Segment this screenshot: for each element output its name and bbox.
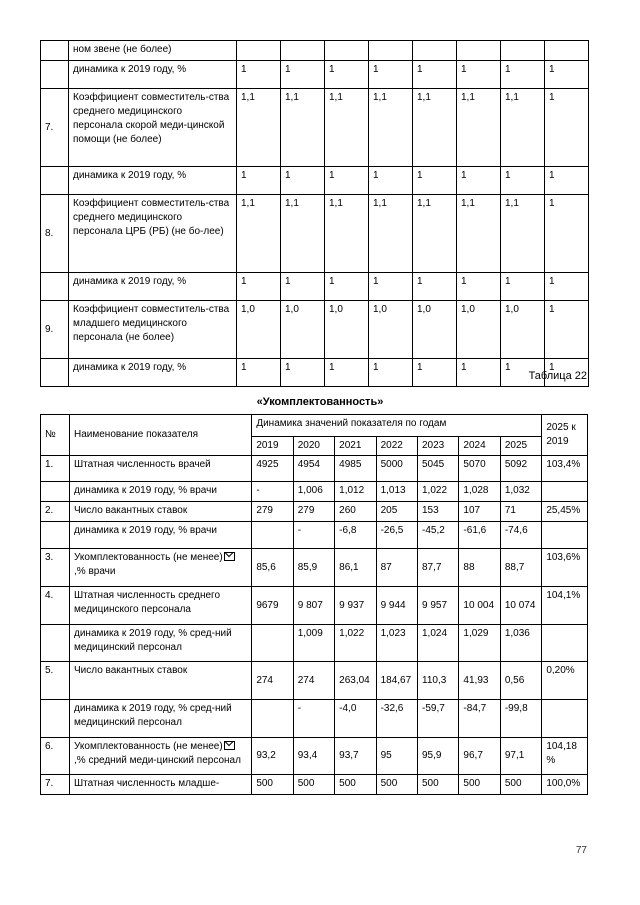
table-row [41,775,588,795]
row-value: 1,1 [325,195,369,273]
row-label: Коэффициент совместитель-ства среднего медицинского персонала скорой меди-цинской помощи (не более) [69,89,237,167]
row-value: 9 944 [376,587,417,625]
row-value: 1,036 [500,625,541,662]
row-label: динамика к 2019 году, % [69,273,237,301]
header-row [41,415,588,437]
row-value: 1,0 [457,301,501,359]
row-value: 1 [237,167,281,195]
table-row [41,662,588,700]
row-label: Коэффициент совместитель-ства среднего медицинского персонала ЦРБ (РБ) (не бо-лее) [69,195,237,273]
row-value: 1 [545,359,589,387]
row-value: 1 [457,359,501,387]
row-value: 93,4 [293,738,334,775]
row-value: 10 074 [500,587,541,625]
row-value: 205 [376,502,417,522]
row-value: 184,67 [376,662,417,700]
row-label: Штатная численность среднего медицинского персонала [70,587,252,625]
row-value: 9 807 [293,587,334,625]
row-number: 5. [41,662,70,700]
row-value: 93,2 [252,738,293,775]
row-value: 88,7 [500,549,541,587]
row-value: 85,6 [252,549,293,587]
row-number [41,359,69,387]
row-value: 1,1 [413,89,457,167]
row-value [369,41,413,61]
row-value: 1,012 [335,482,376,502]
row-value: 1,1 [369,195,413,273]
table-row [41,195,589,273]
row-value: 1 [325,167,369,195]
row-value [325,41,369,61]
row-value [237,41,281,61]
row-value: 1,029 [459,625,500,662]
row-value [501,41,545,61]
envelope-icon [224,741,235,750]
header-year: 2020 [293,437,334,456]
row-value: 97,1 [500,738,541,775]
row-value [252,625,293,662]
row-number: 7. [41,89,69,167]
header-num: № [41,415,70,456]
row-label: ном звене (не более) [69,41,237,61]
row-value: 41,93 [459,662,500,700]
table-title: «Укомплектованность» [256,396,384,408]
row-value: 1 [325,61,369,89]
row-label: динамика к 2019 году, % сред-ний медицинский персонал [70,700,252,738]
row-value: 1 [281,61,325,89]
table-row [41,625,588,662]
row-value: 1,0 [237,301,281,359]
row-label: динамика к 2019 году, % врачи [70,522,252,549]
row-value: 1,023 [376,625,417,662]
row-value: 4954 [293,456,334,482]
row-value: -4,0 [335,700,376,738]
staffing-coefficients-table [40,40,589,387]
row-label-part: ,% средний меди-цинский персонал [74,755,241,766]
row-value: 100,0% [542,775,588,795]
row-value: 1 [545,89,589,167]
row-value: 104,1% [542,587,588,625]
row-value: 110,3 [418,662,459,700]
row-value: 1,022 [418,482,459,502]
row-value: 500 [418,775,459,795]
row-value: 1,1 [501,89,545,167]
row-value: 500 [252,775,293,795]
row-value: 260 [335,502,376,522]
row-value: 1 [237,61,281,89]
row-value: 1,0 [369,301,413,359]
table-row [41,738,588,775]
row-value: 1 [457,61,501,89]
row-value: 1 [281,167,325,195]
row-value: 274 [252,662,293,700]
row-label: Штатная численность врачей [70,456,252,482]
table-row [41,549,588,587]
row-value: 1 [237,273,281,301]
row-label: динамика к 2019 году, % [69,167,237,195]
row-label: динамика к 2019 году, % [69,359,237,387]
row-value: 103,6% [542,549,588,587]
page-number: 77 [575,845,587,856]
row-number: 1. [41,456,70,482]
row-number [41,167,69,195]
row-value [542,522,588,549]
row-value: 279 [293,502,334,522]
header-year: 2019 [252,437,293,456]
row-value: 274 [293,662,334,700]
row-value: 4925 [252,456,293,482]
row-value: 1 [545,61,589,89]
table-row [41,502,588,522]
table-row [41,41,589,61]
row-value: 71 [500,502,541,522]
row-label [70,738,252,775]
row-value: 4985 [335,456,376,482]
row-value: 5070 [459,456,500,482]
row-value: 1 [325,273,369,301]
header-name: Наименование показателя [70,415,252,456]
row-label: Штатная численность младше- [70,775,252,795]
row-value: 1 [237,359,281,387]
row-number [41,625,70,662]
row-label: динамика к 2019 году, % [69,61,237,89]
header-year: 2023 [418,437,459,456]
row-value [252,522,293,549]
row-value: 9 937 [335,587,376,625]
row-value: 5092 [500,456,541,482]
row-value: - [293,700,334,738]
row-value: 1 [457,167,501,195]
row-value [252,700,293,738]
row-value: 1,1 [237,195,281,273]
row-value: 86,1 [335,549,376,587]
table-row [41,456,588,482]
table-row [41,482,588,502]
row-value: 5045 [418,456,459,482]
row-value: 1,022 [335,625,376,662]
row-number: 8. [41,195,69,273]
table-row [41,301,589,359]
row-value: 279 [252,502,293,522]
row-value: 1,1 [325,89,369,167]
row-number: 4. [41,587,70,625]
row-value: 1,024 [418,625,459,662]
row-value: 85,9 [293,549,334,587]
row-value: 1 [369,61,413,89]
row-value: -61,6 [459,522,500,549]
row-value: 104,18 % [542,738,588,775]
row-value: 1,0 [281,301,325,359]
row-value [545,41,589,61]
row-number [41,273,69,301]
row-value: 1 [281,273,325,301]
header-last: 2025 к 2019 [542,415,588,456]
row-value: 9 957 [418,587,459,625]
table-caption: Таблица 22 [528,370,587,382]
row-value [542,482,588,502]
row-value: 263,04 [335,662,376,700]
table-row [41,167,589,195]
row-value [542,625,588,662]
row-value: 1 [501,167,545,195]
row-value: 1 [545,273,589,301]
table-row [41,522,588,549]
row-number [41,700,70,738]
table-row [41,89,589,167]
row-value: 88 [459,549,500,587]
row-number: 7. [41,775,70,795]
header-year: 2022 [376,437,417,456]
row-value: 1,1 [237,89,281,167]
row-value: 1,1 [369,89,413,167]
row-label: Число вакантных ставок [70,662,252,700]
row-value: -74,6 [500,522,541,549]
row-value: 1,1 [501,195,545,273]
row-value: 1 [325,359,369,387]
row-value: 107 [459,502,500,522]
row-value: -84,7 [459,700,500,738]
row-value: 1 [413,359,457,387]
row-value: 500 [459,775,500,795]
row-value: 1 [281,359,325,387]
row-value: 0,56 [500,662,541,700]
row-value: 95,9 [418,738,459,775]
header-group: Динамика значений показателя по годам [252,415,542,437]
row-value: 500 [293,775,334,795]
row-value: 1,1 [281,195,325,273]
row-value [413,41,457,61]
row-value: 1,1 [457,89,501,167]
row-value: 1 [501,359,545,387]
row-value: 1,1 [281,89,325,167]
row-value: 153 [418,502,459,522]
row-value: 1 [545,195,589,273]
row-label-part: Укомплектованность (не менее) [74,741,223,752]
row-label: Число вакантных ставок [70,502,252,522]
row-number [41,522,70,549]
row-label [70,549,252,587]
row-value: 500 [376,775,417,795]
row-label: Коэффициент совместитель-ства младшего медицинского персонала (не более) [69,301,237,359]
row-value: -26,5 [376,522,417,549]
row-value: 25,45% [542,502,588,522]
row-value [457,41,501,61]
row-value: 1,006 [293,482,334,502]
row-value: 1 [413,273,457,301]
row-value: 1 [545,301,589,359]
row-value: 1,032 [500,482,541,502]
row-value: 1 [369,273,413,301]
table-row [41,700,588,738]
row-value: 9679 [252,587,293,625]
row-number: 6. [41,738,70,775]
table-row [41,587,588,625]
row-value: - [293,522,334,549]
row-label: динамика к 2019 году, % сред-ний медицинский персонал [70,625,252,662]
row-value: 95 [376,738,417,775]
row-value: -32,6 [376,700,417,738]
header-year: 2025 [500,437,541,456]
staffing-level-table [40,414,588,795]
row-value: 1 [501,61,545,89]
row-value: 103,4% [542,456,588,482]
row-value: 1,1 [413,195,457,273]
row-value: 1,009 [293,625,334,662]
row-value: -6,8 [335,522,376,549]
row-value: 1 [545,167,589,195]
row-value: 5000 [376,456,417,482]
row-number [41,482,70,502]
row-value: 87,7 [418,549,459,587]
row-value: 1,1 [457,195,501,273]
row-value: 1 [501,273,545,301]
row-value: 1,013 [376,482,417,502]
row-value: 87 [376,549,417,587]
row-value [542,700,588,738]
row-value: 93,7 [335,738,376,775]
row-value: 1 [369,359,413,387]
row-number: 9. [41,301,69,359]
table-row [41,359,589,387]
row-value: 1,0 [413,301,457,359]
row-value: -45,2 [418,522,459,549]
row-value: 500 [500,775,541,795]
row-value: 1 [413,167,457,195]
row-value: 1,0 [325,301,369,359]
row-value: 1 [413,61,457,89]
table-row [41,61,589,89]
row-number: 2. [41,502,70,522]
row-value: 1,0 [501,301,545,359]
row-value: -59,7 [418,700,459,738]
header-year: 2021 [335,437,376,456]
row-value: 1 [369,167,413,195]
envelope-icon [224,552,235,561]
row-value: -99,8 [500,700,541,738]
row-number [41,41,69,61]
row-value: 500 [335,775,376,795]
row-label: динамика к 2019 году, % врачи [70,482,252,502]
row-label-part: Укомплектованность (не менее) [74,552,223,563]
header-year: 2024 [459,437,500,456]
row-value: 1 [457,273,501,301]
row-value: - [252,482,293,502]
row-number [41,61,69,89]
row-label-part: ,% врачи [74,566,116,577]
row-value: 96,7 [459,738,500,775]
table-row [41,273,589,301]
row-value: 0,20% [542,662,588,700]
row-value [281,41,325,61]
row-value: 1,028 [459,482,500,502]
row-number: 3. [41,549,70,587]
row-value: 10 004 [459,587,500,625]
